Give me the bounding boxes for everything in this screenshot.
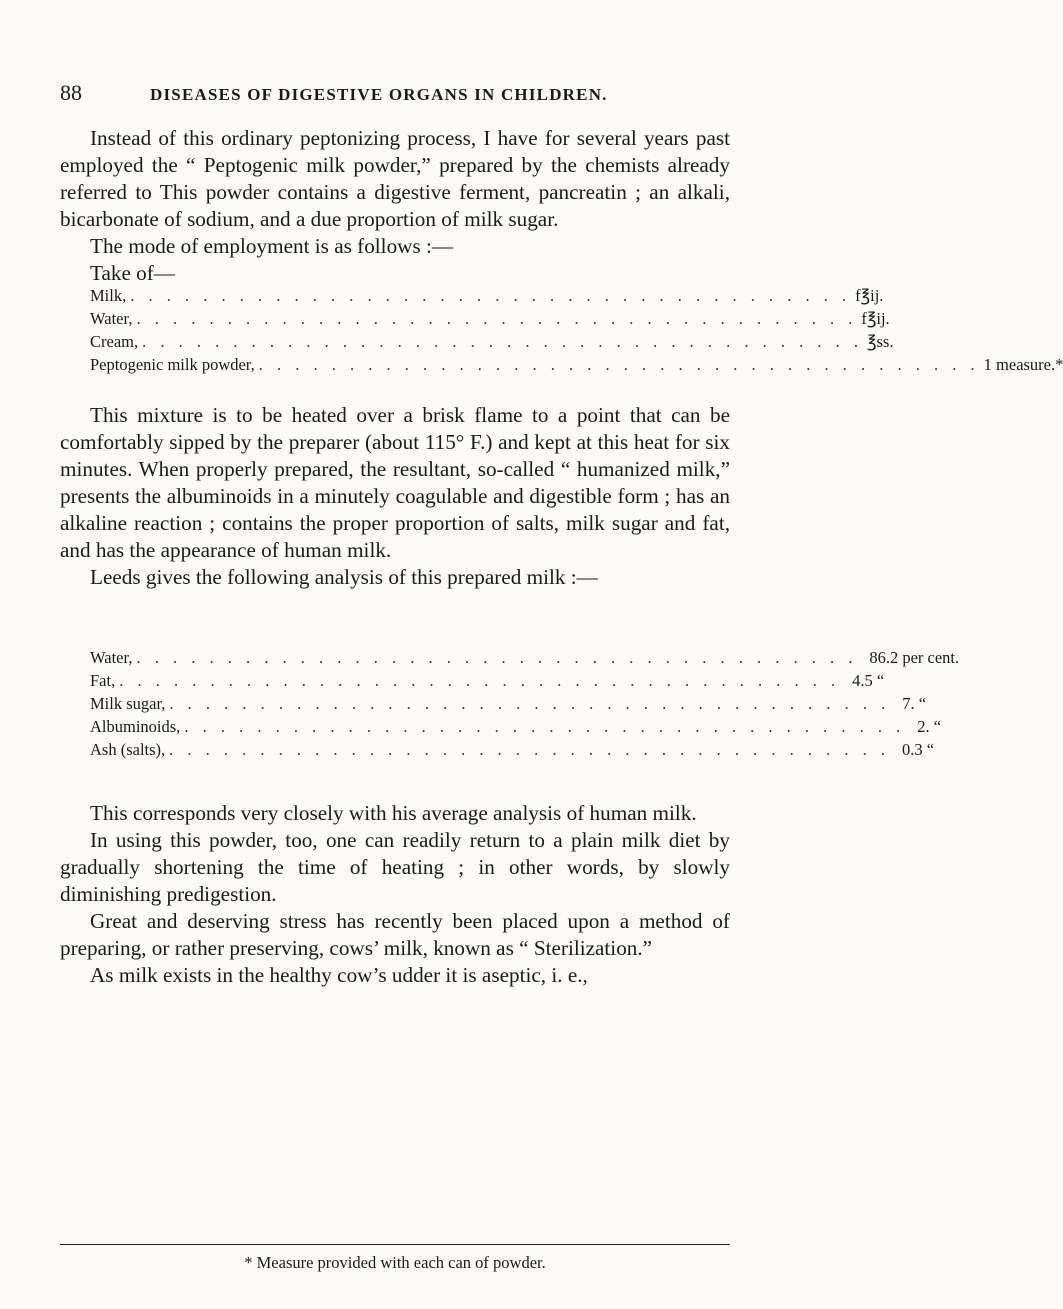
paragraph: In using this powder, too, one can readily return to a plain milk diet by gradually shortening the time of heating ; in other words, by slowly diminishing predigestion. bbox=[60, 828, 730, 906]
text-block-top bbox=[60, 125, 730, 287]
paragraph: Leeds gives the following analysis of this prepared milk :— bbox=[90, 565, 598, 589]
paragraph: Take of— bbox=[90, 261, 175, 285]
analysis-row: Ash (salts), . . . . . . . . . . . . . . . . . . . . . . . . . . . . . . . . . . . . . . . . 0.3 “ bbox=[90, 740, 935, 759]
recipe-row: Cream, . . . . . . . . . . . . . . . . . . . . . . . . . . . . . . . . . . . . . . . . ℥ss. bbox=[90, 332, 894, 351]
analysis-table bbox=[60, 648, 960, 763]
footnote-divider bbox=[60, 1244, 730, 1245]
paragraph: This mixture is to be heated over a brisk flame to a point that can be comfortably sipped by the preparer (about 115° F.) and kept at this heat for six minutes. When properly prepared, the resultant, so-called “ humanized milk,” presents the albuminoids in a minutely coagulable and digestible form ; has an alkaline reaction ; contains the proper proportion of salts, milk sugar and fat, and has the appearance of human milk. bbox=[60, 403, 730, 562]
recipe-row: Peptogenic milk powder, . . . . . . . . . . . . . . . . . . . . . . . . . . . . . . . . . . . . . . . . 1 measure.* bbox=[90, 355, 1063, 374]
paragraph: As milk exists in the healthy cow’s udder it is aseptic, i. e., bbox=[90, 963, 588, 987]
analysis-row: Milk sugar, . . . . . . . . . . . . . . . . . . . . . . . . . . . . . . . . . . . . . . . . 7. “ bbox=[90, 694, 927, 713]
recipe-table bbox=[60, 286, 1063, 378]
footnote: * Measure provided with each can of powder. bbox=[244, 1253, 546, 1272]
text-block-middle bbox=[60, 402, 730, 591]
running-title: DISEASES OF DIGESTIVE ORGANS IN CHILDREN. bbox=[150, 85, 608, 104]
analysis-row: Water, . . . . . . . . . . . . . . . . . . . . . . . . . . . . . . . . . . . . . . . . 86.2 per cent. bbox=[90, 648, 960, 667]
recipe-row: Water, . . . . . . . . . . . . . . . . . . . . . . . . . . . . . . . . . . . . . . . . f℥ij. bbox=[90, 309, 890, 328]
running-header bbox=[60, 80, 740, 106]
paragraph: This corresponds very closely with his average analysis of human milk. bbox=[90, 801, 697, 825]
analysis-row: Fat, . . . . . . . . . . . . . . . . . . . . . . . . . . . . . . . . . . . . . . . . 4.5 “ bbox=[90, 671, 885, 690]
analysis-row: Albuminoids, . . . . . . . . . . . . . . . . . . . . . . . . . . . . . . . . . . . . . . . . 2. “ bbox=[90, 717, 942, 736]
recipe-row: Milk, . . . . . . . . . . . . . . . . . . . . . . . . . . . . . . . . . . . . . . . . f℥ij. bbox=[90, 286, 884, 305]
page-number: 88 bbox=[60, 80, 82, 105]
paragraph: Great and deserving stress has recently been placed upon a method of preparing, or rather preserving, cows’ milk, known as “ Sterilization.” bbox=[60, 909, 730, 960]
paragraph: The mode of employment is as follows :— bbox=[90, 234, 454, 258]
paragraph: Instead of this ordinary peptonizing process, I have for several years past employed the “ Peptogenic milk powder,” prepared by the chemists already referred to This powder contains a digestive ferment, pancreatin ; an alkali, bicarbonate of sodium, and a due proportion of milk sugar. bbox=[60, 126, 730, 231]
text-block-bottom bbox=[60, 800, 730, 989]
